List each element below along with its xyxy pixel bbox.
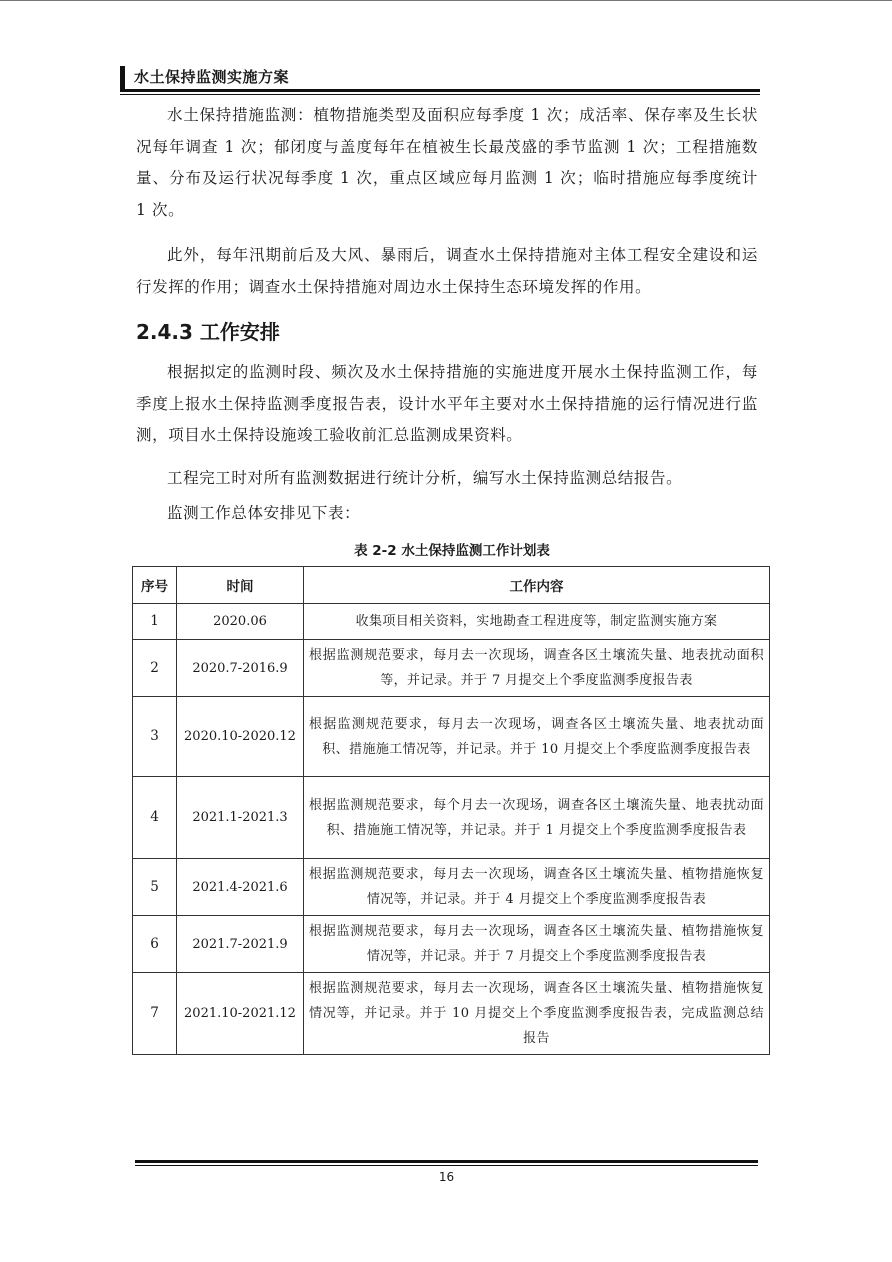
row-time: 2020.06	[177, 604, 304, 640]
row-work: 收集项目相关资料，实地勘查工程进度等，制定监测实施方案	[304, 604, 770, 640]
row-time: 2021.1-2021.3	[177, 777, 304, 859]
header-title: 水土保持监测实施方案	[134, 68, 290, 86]
paragraph-work-arrangement: 根据拟定的监测时段、频次及水土保持措施的实施进度开展水土保持监测工作，每季度上报水土保持监测季度报告表，设计水平年主要对水土保持措施的运行情况进行监测，项目水土保持设施竣工验收前汇总监测成果资料。	[136, 363, 758, 444]
header-index: 序号	[133, 567, 177, 604]
row-work: 根据监测规范要求，每月去一次现场，调查各区土壤流失量、植物措施恢复情况等，并记录。并于 7 月提交上个季度监测季度报告表	[304, 916, 770, 973]
page-number: 16	[438, 1170, 455, 1184]
footer-rule-thick	[135, 1160, 758, 1163]
footer-rule-thin	[135, 1165, 758, 1166]
row-index: 6	[133, 916, 177, 973]
table-row	[133, 697, 770, 777]
table-row	[133, 640, 770, 697]
row-work: 根据监测规范要求，每月去一次现场，调查各区土壤流失量、植物措施恢复情况等，并记录。并于 10 月提交上个季度监测季度报告表，完成监测总结报告	[304, 973, 770, 1055]
header-time: 时间	[177, 567, 304, 604]
table-header-row	[133, 567, 770, 604]
row-work: 根据监测规范要求，每个月去一次现场，调查各区土壤流失量、地表扰动面积、措施施工情况等，并记录。并于 1 月提交上个季度监测季度报告表	[304, 777, 770, 859]
table-row	[133, 916, 770, 973]
paragraph-final-report: 工程完工时对所有监测数据进行统计分析，编写水土保持监测总结报告。	[167, 469, 683, 487]
row-time: 2021.4-2021.6	[177, 859, 304, 916]
row-index: 5	[133, 859, 177, 916]
page-top-edge	[0, 0, 892, 1]
table-row	[133, 604, 770, 640]
row-time: 2020.10-2020.12	[177, 697, 304, 777]
paragraph-measure-monitoring: 水土保持措施监测：植物措施类型及面积应每季度 1 次；成活率、保存率及生长状况每年调查 1 次；郁闭度与盖度每年在植被生长最茂盛的季节监测 1 次；工程措施数量、分布及运行状况每季度 1 次，重点区域应每月监测 1 次；临时措施应每季度统计 1 次。	[136, 106, 758, 219]
row-work: 根据监测规范要求，每月去一次现场，调查各区土壤流失量、地表扰动面积等，并记录。并于 7 月提交上个季度监测季度报告表	[304, 640, 770, 697]
paragraph-flood-season: 此外，每年汛期前后及大风、暴雨后，调查水土保持措施对主体工程安全建设和运行发挥的作用；调查水土保持措施对周边水土保持生态环境发挥的作用。	[136, 246, 758, 296]
table-row	[133, 973, 770, 1055]
row-index: 2	[133, 640, 177, 697]
row-time: 2020.7-2016.9	[177, 640, 304, 697]
row-index: 1	[133, 604, 177, 640]
row-index: 3	[133, 697, 177, 777]
row-work: 根据监测规范要求，每月去一次现场，调查各区土壤流失量、地表扰动面积、措施施工情况等，并记录。并于 10 月提交上个季度监测季度报告表	[304, 697, 770, 777]
row-index: 4	[133, 777, 177, 859]
header-work: 工作内容	[304, 567, 770, 604]
header-rule-thin	[120, 94, 760, 95]
header-accent-bar	[120, 66, 125, 90]
row-work: 根据监测规范要求，每月去一次现场，调查各区土壤流失量、植物措施恢复情况等，并记录。并于 4 月提交上个季度监测季度报告表	[304, 859, 770, 916]
row-time: 2021.7-2021.9	[177, 916, 304, 973]
table-row	[133, 777, 770, 859]
table-caption: 表 2-2 水土保持监测工作计划表	[354, 543, 550, 559]
row-time: 2021.10-2021.12	[177, 973, 304, 1055]
paragraph-table-intro: 监测工作总体安排见下表：	[167, 504, 361, 522]
section-heading: 2.4.3 工作安排	[136, 320, 280, 344]
header-rule-thick	[120, 89, 760, 92]
row-index: 7	[133, 973, 177, 1055]
monitoring-plan-table	[132, 566, 770, 1055]
table-row	[133, 859, 770, 916]
